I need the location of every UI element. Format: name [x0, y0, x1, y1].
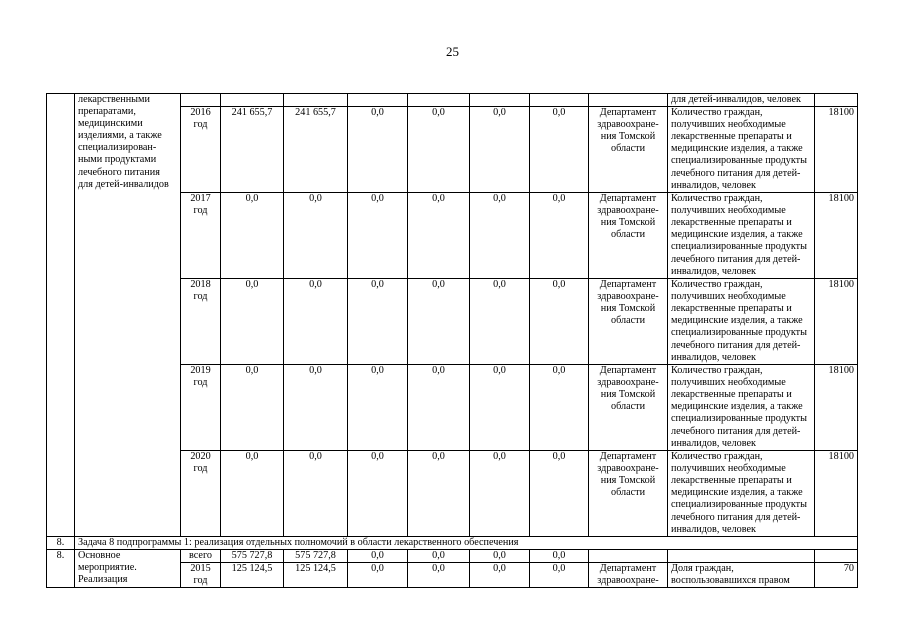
value-cell: 0,0	[348, 563, 408, 588]
value-cell: 0,0	[470, 107, 530, 193]
program-table	[46, 93, 858, 588]
department-cell: Департамент здравоохране-ния Томской области	[589, 279, 668, 365]
value-cell: 0,0	[530, 365, 589, 451]
total-cell: 575 727,8	[221, 550, 284, 563]
value-cell: 0,0	[530, 107, 589, 193]
value-cell: 0,0	[530, 563, 589, 588]
value-cell: 0,0	[348, 279, 408, 365]
target-value: 18100	[815, 279, 858, 365]
value-cell: 0,0	[408, 107, 470, 193]
value-cell: 0,0	[408, 451, 470, 537]
year-cell: 2020 год	[181, 451, 221, 537]
measure-name: Основное мероприятие. Реализация	[75, 550, 181, 588]
value-cell: 0,0	[348, 193, 408, 279]
total-cell: 0,0	[221, 193, 284, 279]
indicator-text: Количество граждан, получивших необходимые лекарственные препараты и медицинские изделия, а также специализированные продукты лечебного питания для детей-инвалидов, человек	[668, 107, 815, 193]
value-cell: 0,0	[470, 451, 530, 537]
indicator-text: для детей-инвалидов, человек	[668, 94, 815, 107]
page-number: 25	[446, 44, 459, 59]
total-cell: 125 124,5	[221, 563, 284, 588]
department-cell: Департамент здравоохране-ния Томской области	[589, 107, 668, 193]
value-cell: 0,0	[530, 193, 589, 279]
value-cell: 0,0	[530, 451, 589, 537]
value-cell: 0,0	[348, 550, 408, 563]
value-cell: 0,0	[470, 563, 530, 588]
year-cell: 2018 год	[181, 279, 221, 365]
table-row	[47, 550, 858, 563]
federal-cell: 0,0	[284, 193, 348, 279]
federal-cell: 575 727,8	[284, 550, 348, 563]
total-cell: 0,0	[221, 279, 284, 365]
table-row	[47, 94, 858, 107]
indicator-text: Количество граждан, получивших необходимые лекарственные препараты и медицинские изделия, а также специализированные продукты лечебного питания для детей-инвалидов, человек	[668, 279, 815, 365]
value-cell: 0,0	[470, 193, 530, 279]
target-value: 18100	[815, 193, 858, 279]
indicator-text: Доля граждан, воспользовавшихся правом	[668, 563, 815, 588]
value-cell: 0,0	[348, 365, 408, 451]
task-row	[47, 537, 858, 550]
value-cell: 0,0	[470, 365, 530, 451]
federal-cell: 241 655,7	[284, 107, 348, 193]
value-cell: 0,0	[408, 550, 470, 563]
department-cell: Департамент здравоохране-	[589, 563, 668, 588]
total-cell: 0,0	[221, 451, 284, 537]
value-cell: 0,0	[408, 365, 470, 451]
value-cell: 0,0	[408, 563, 470, 588]
department-cell: Департамент здравоохране-ния Томской области	[589, 365, 668, 451]
federal-cell: 0,0	[284, 451, 348, 537]
total-cell: 0,0	[221, 365, 284, 451]
indicator-text: Количество граждан, получивших необходимые лекарственные препараты и медицинские изделия, а также специализированные продукты лечебного питания для детей-инвалидов, человек	[668, 193, 815, 279]
value-cell: 0,0	[408, 279, 470, 365]
value-cell: 0,0	[530, 279, 589, 365]
total-cell: 241 655,7	[221, 107, 284, 193]
task-title: Задача 8 подпрограммы 1: реализация отдельных полномочий в области лекарственного обеспечения	[75, 537, 858, 550]
year-cell: всего	[181, 550, 221, 563]
target-value: 70	[815, 563, 858, 588]
value-cell: 0,0	[470, 550, 530, 563]
row-number-cell: 8.	[47, 550, 75, 588]
year-cell: 2015 год	[181, 563, 221, 588]
value-cell: 0,0	[530, 550, 589, 563]
year-cell: 2019 год	[181, 365, 221, 451]
target-value: 18100	[815, 451, 858, 537]
target-value: 18100	[815, 365, 858, 451]
value-cell: 0,0	[348, 107, 408, 193]
target-value: 18100	[815, 107, 858, 193]
indicator-text: Количество граждан, получивших необходимые лекарственные препараты и медицинские изделия, а также специализированные продукты лечебного питания для детей-инвалидов, человек	[668, 451, 815, 537]
department-cell: Департамент здравоохране-ния Томской области	[589, 193, 668, 279]
value-cell: 0,0	[470, 279, 530, 365]
value-cell: 0,0	[408, 193, 470, 279]
indicator-text: Количество граждан, получивших необходимые лекарственные препараты и медицинские изделия, а также специализированные продукты лечебного питания для детей-инвалидов, человек	[668, 365, 815, 451]
year-cell: 2017 год	[181, 193, 221, 279]
value-cell: 0,0	[348, 451, 408, 537]
federal-cell: 0,0	[284, 279, 348, 365]
row-number-cell	[47, 94, 75, 537]
federal-cell: 125 124,5	[284, 563, 348, 588]
measure-name: лекарственными препаратами, медицинскими изделиями, а также специализирован-ными продуктами лечебного питания для детей-инвалидов	[75, 94, 181, 537]
department-cell: Департамент здравоохране-ния Томской области	[589, 451, 668, 537]
task-number: 8.	[47, 537, 75, 550]
federal-cell: 0,0	[284, 365, 348, 451]
year-cell: 2016 год	[181, 107, 221, 193]
